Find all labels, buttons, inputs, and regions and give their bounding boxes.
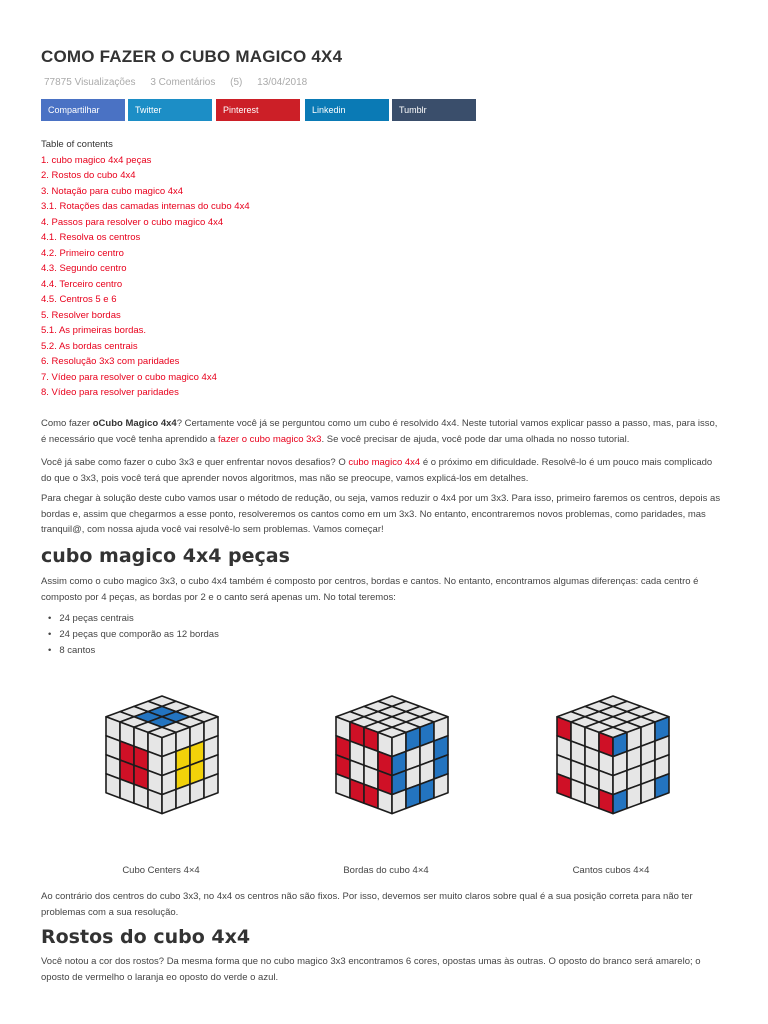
link-cubo-3x3[interactable]: fazer o cubo magico 3x3: [217, 433, 322, 445]
page-title: COMO FAZER O CUBO MAGICO 4X4: [41, 47, 343, 66]
toc-link[interactable]: 4.1. Resolva os centros: [41, 232, 141, 243]
list-item: • 8 cantos: [48, 643, 219, 659]
cube-left-sticker: [557, 774, 571, 798]
toc-link[interactable]: 3.1. Rotações das camadas internas do cubo 4x4: [41, 201, 250, 212]
cube-right-sticker: [162, 789, 176, 813]
list-item: • 24 peças que comporão as 12 bordas: [48, 627, 219, 643]
cube-right-sticker: [655, 774, 669, 798]
cube-left-sticker: [364, 784, 378, 808]
toc-link[interactable]: 5. Resolver bordas: [41, 309, 121, 321]
cube-right-sticker: [641, 779, 655, 803]
cube-edges-image: [330, 688, 455, 818]
cube-left-sticker: [599, 789, 613, 813]
section-heading-rostos: Rostos do cubo 4x4: [41, 926, 251, 948]
toc-link[interactable]: 4.2. Primeiro centro: [41, 247, 124, 259]
toc-link[interactable]: 4.5. Centros 5 e 6: [41, 294, 117, 305]
cube-right-sticker: [190, 779, 204, 803]
cube-right-sticker: [176, 784, 190, 808]
text-segment: ? Certamente você já se perguntou como um cubo é resolvido 4x4. Neste tutorial vamos explicar passo a passo, mas, para isso, é necessário que você tenha aprendido a: [41, 418, 718, 445]
intro-paragraph-2: [41, 455, 721, 486]
cube-left-sticker: [148, 789, 162, 813]
section-rostos-text: Você notou a cor dos rostos? Da mesma forma que no cubo magico 3x3 encontramos 6 cores, opostas umas às outras. O oposto do branco será amarelo; o oposto de vermelho o laranja eo oposto do verde o azul.: [41, 956, 701, 983]
cube-corners-image: [551, 688, 676, 818]
link-cubo-4x4[interactable]: cubo magico 4x4: [348, 457, 421, 468]
table-of-contents: [41, 137, 250, 401]
share-facebook-button[interactable]: Compartilhar: [41, 99, 125, 121]
cube-left-sticker: [134, 784, 148, 808]
toc-link[interactable]: 7. Vídeo para resolver o cubo magico 4x4: [41, 371, 217, 383]
views-count: 77875 Visualizações: [44, 77, 136, 88]
intro-paragraph-1: [41, 416, 721, 447]
cube-centers-image: [100, 688, 225, 818]
cube-right-sticker: [613, 789, 627, 813]
cube-left-sticker: [585, 784, 599, 808]
cube-right-sticker: [434, 774, 448, 798]
text-segment: . Se você precisar de ajuda, você pode dar uma olhada no nosso tutorial.: [321, 433, 630, 445]
text-segment: Você já sabe como fazer o cubo 3x3 e quer enfrentar novos desafios? O: [41, 457, 349, 468]
toc-link[interactable]: 5.1. As primeiras bordas.: [41, 325, 147, 336]
share-pinterest-button[interactable]: Pinterest: [216, 99, 300, 121]
text-segment: é o próximo em dificuldade. Resolvê-lo é um pouco mais complicado do que o 3x3, pois você terá que aprender novos algoritmos, mas não se preocupe, vamos explicá-los em detalhes.: [41, 457, 713, 484]
caption-centers: Cubo Centers 4×4: [122, 865, 200, 876]
cube-right-sticker: [392, 789, 406, 813]
toc-link[interactable]: 6. Resolução 3x3 com paridades: [41, 356, 180, 367]
pieces-list: [48, 611, 219, 659]
cube-left-sticker: [120, 779, 134, 803]
toc-link[interactable]: 4. Passos para resolver o cubo magico 4x4: [41, 216, 224, 228]
cube-right-sticker: [204, 774, 218, 798]
cube-right-sticker: [420, 779, 434, 803]
toc-link[interactable]: 4.3. Segundo centro: [41, 263, 127, 274]
share-tumblr-button[interactable]: Tumblr: [392, 99, 476, 121]
article-meta: [44, 77, 319, 88]
list-item: • 24 peças centrais: [48, 611, 219, 627]
toc-link[interactable]: 4.4. Terceiro centro: [41, 278, 123, 290]
share-twitter-button[interactable]: Twitter: [128, 99, 212, 121]
toc-link[interactable]: 1. cubo magico 4x4 peças: [41, 154, 152, 166]
toc-link[interactable]: 5.2. As bordas centrais: [41, 340, 138, 352]
cube-left-sticker: [571, 779, 585, 803]
cube-left-sticker: [336, 774, 350, 798]
caption-corners: Cantos cubos 4×4: [572, 865, 650, 876]
cube-right-sticker: [406, 784, 420, 808]
toc-link[interactable]: 2. Rostos do cubo 4x4: [41, 170, 136, 181]
cube-right-sticker: [627, 784, 641, 808]
share-linkedin-button[interactable]: Linkedin: [305, 99, 389, 121]
publish-date: 13/04/2018: [257, 77, 308, 88]
toc-link[interactable]: 8. Vídeo para resolver paridades: [41, 387, 179, 398]
text-segment: Como fazer: [41, 418, 93, 429]
rating-count: (5): [230, 77, 243, 88]
bold-term: oCubo Magico 4x4: [92, 418, 177, 429]
comments-count[interactable]: 3 Comentários: [150, 77, 216, 88]
section-pecas-text: Assim como o cubo magico 3x3, o cubo 4x4 também é composto por centros, bordas e cantos. No entanto, encontramos algumas diferenças: cada centro é composto por 4 peças, as bordas por 2 e o canto será apenas um. No total teremos:: [41, 576, 699, 603]
toc-link[interactable]: 3. Notação para cubo magico 4x4: [41, 185, 184, 197]
cube-left-sticker: [106, 774, 120, 798]
section-pecas-after: Ao contrário dos centros do cubo 3x3, no 4x4 os centros não são fixos. Por isso, devemos ser muito claros sobre qual é a sua posição correta para não ter problemas com a sua resolução.: [41, 891, 693, 918]
cube-left-sticker: [378, 789, 392, 813]
section-heading-pecas: cubo magico 4x4 peças: [41, 545, 290, 567]
intro-paragraph-3: Para chegar à solução deste cubo vamos usar o método de redução, ou seja, vamos reduzir o 4x4 por um 3x3. Para isso, primeiro faremos os centros, depois as bordas e, assim que chegarmos a esse ponto, resolveremos os cantos como em um 3x3. No entanto, encontraremos novos problemas, como paridades, mas tranquil@, com nossa ajuda você vai resolvê-lo sem problemas. Vamos começar!: [41, 493, 721, 535]
caption-edges: Bordas do cubo 4×4: [343, 865, 429, 876]
cube-left-sticker: [350, 779, 364, 803]
toc-title: Table of contents: [41, 139, 113, 150]
